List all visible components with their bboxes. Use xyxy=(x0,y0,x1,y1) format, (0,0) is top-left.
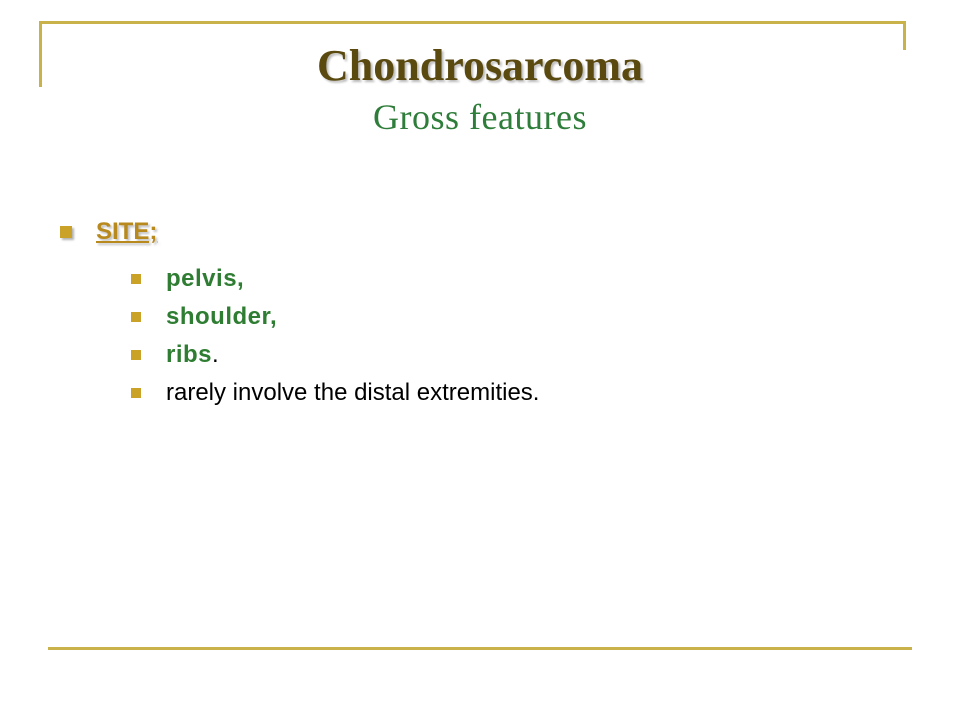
slide-title-block xyxy=(0,40,960,139)
list-item-text: rarely involve the distal extremities. xyxy=(166,379,540,406)
list-item xyxy=(131,262,920,296)
list-item xyxy=(131,338,920,372)
square-bullet-icon xyxy=(60,226,72,238)
slide-subtitle: Gross features xyxy=(373,96,587,137)
slide-content xyxy=(60,214,920,414)
bullet-item-site xyxy=(60,214,920,250)
square-bullet-icon xyxy=(131,274,141,284)
list-item xyxy=(131,376,920,410)
square-bullet-icon xyxy=(131,350,141,360)
list-item-text: shoulder, xyxy=(166,303,278,330)
site-sublist xyxy=(60,262,920,410)
square-bullet-icon xyxy=(131,388,141,398)
list-item-text: ribs. xyxy=(166,341,220,368)
list-item xyxy=(131,300,920,334)
frame-bottom-line xyxy=(48,647,912,650)
site-heading: SITE; xyxy=(96,218,158,245)
slide-title: Chondrosarcoma xyxy=(317,41,643,90)
list-item-text: pelvis, xyxy=(166,265,245,292)
frame-top-line xyxy=(40,21,905,24)
square-bullet-icon xyxy=(131,312,141,322)
